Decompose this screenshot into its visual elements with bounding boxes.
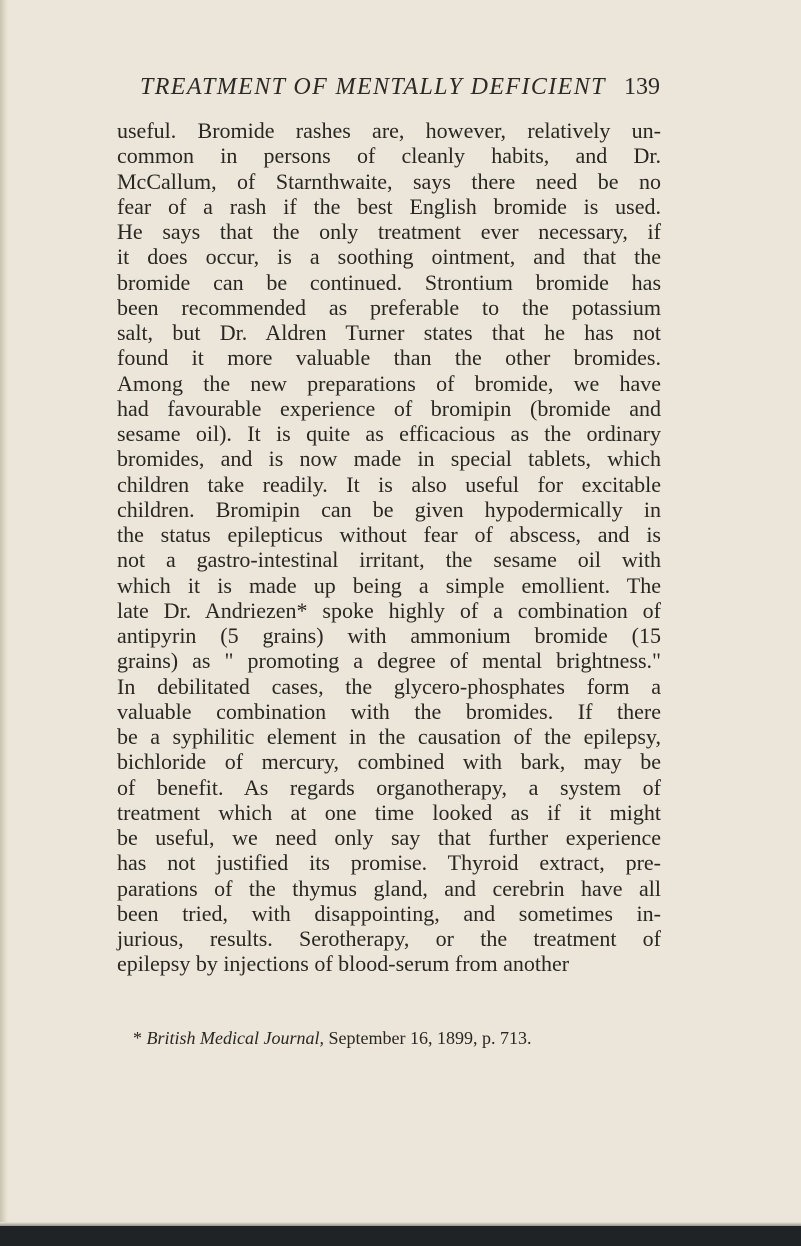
body-line: bromide can be continued. Strontium bromide has xyxy=(117,269,661,295)
body-line: found it more valuable than the other bromides. xyxy=(117,345,661,371)
body-line: fear of a rash if the best English bromide is used. xyxy=(117,193,661,219)
running-head xyxy=(140,66,660,106)
body-line: He says that the only treatment ever necessary, if xyxy=(117,219,661,244)
body-line: been tried, with disappointing, and sometimes in- xyxy=(117,900,661,926)
footnote-citation: September 16, 1899, p. 713. xyxy=(328,1028,532,1048)
body-line: McCallum, of Starnthwaite, says there need be no xyxy=(117,168,661,194)
body-line: treatment which at one time looked as if it might xyxy=(117,799,661,825)
body-line: had favourable experience of bromipin (bromide and xyxy=(117,395,661,421)
body-line: grains) as " promoting a degree of mental brightness." xyxy=(117,648,661,674)
body-line: been recommended as preferable to the potassium xyxy=(117,294,661,320)
body-line: bromides, and is now made in special tablets, which xyxy=(117,446,661,472)
body-line: has not justified its promise. Thyroid extract, pre- xyxy=(117,850,661,876)
running-head-title: TREATMENT OF MENTALLY DEFICIENT xyxy=(140,74,606,100)
page-binding-edge xyxy=(0,0,8,1246)
body-line: valuable combination with the bromides. If there xyxy=(117,698,661,724)
body-text xyxy=(117,118,661,977)
footnote-journal: British Medical Journal, xyxy=(146,1028,324,1048)
body-line: In debilitated cases, the glycero-phosphates form a xyxy=(117,673,661,699)
body-line: be useful, we need only say that further experience xyxy=(117,825,661,850)
body-line: parations of the thymus gland, and cerebrin have all xyxy=(117,875,661,901)
body-line: children. Bromipin can be given hypodermically in xyxy=(117,496,661,522)
body-line: jurious, results. Serotherapy, or the treatment of xyxy=(117,926,661,951)
body-line: be a syphilitic element in the causation of the epilepsy, xyxy=(117,724,661,749)
body-line: useful. Bromide rashes are, however, relatively un- xyxy=(117,118,661,143)
body-line: salt, but Dr. Aldren Turner states that he has not xyxy=(117,320,661,345)
body-line: of benefit. As regards organotherapy, a system of xyxy=(117,774,661,800)
body-line: epilepsy by injections of blood-serum from another xyxy=(117,951,570,977)
body-line: antipyrin (5 grains) with ammonium bromide (15 xyxy=(117,623,661,648)
body-line: not a gastro-intestinal irritant, the sesame oil with xyxy=(117,547,661,573)
page-number: 139 xyxy=(624,74,660,100)
page-bottom-edge xyxy=(0,1226,801,1246)
body-line: children take readily. It is also useful for excitable xyxy=(117,471,661,497)
body-line: which it is made up being a simple emollient. The xyxy=(117,572,661,598)
body-line: sesame oil). It is quite as efficacious as the ordinary xyxy=(117,421,661,446)
body-line: late Dr. Andriezen* spoke highly of a combination of xyxy=(117,597,661,623)
footnote xyxy=(133,1026,733,1050)
body-line: the status epilepticus without fear of abscess, and is xyxy=(117,522,661,547)
body-line: common in persons of cleanly habits, and Dr. xyxy=(117,143,661,169)
footnote-marker: * xyxy=(133,1028,142,1048)
body-line: Among the new preparations of bromide, we have xyxy=(117,370,661,396)
body-line: bichloride of mercury, combined with bark, may be xyxy=(117,749,661,775)
body-line: it does occur, is a soothing ointment, and that the xyxy=(117,244,661,270)
